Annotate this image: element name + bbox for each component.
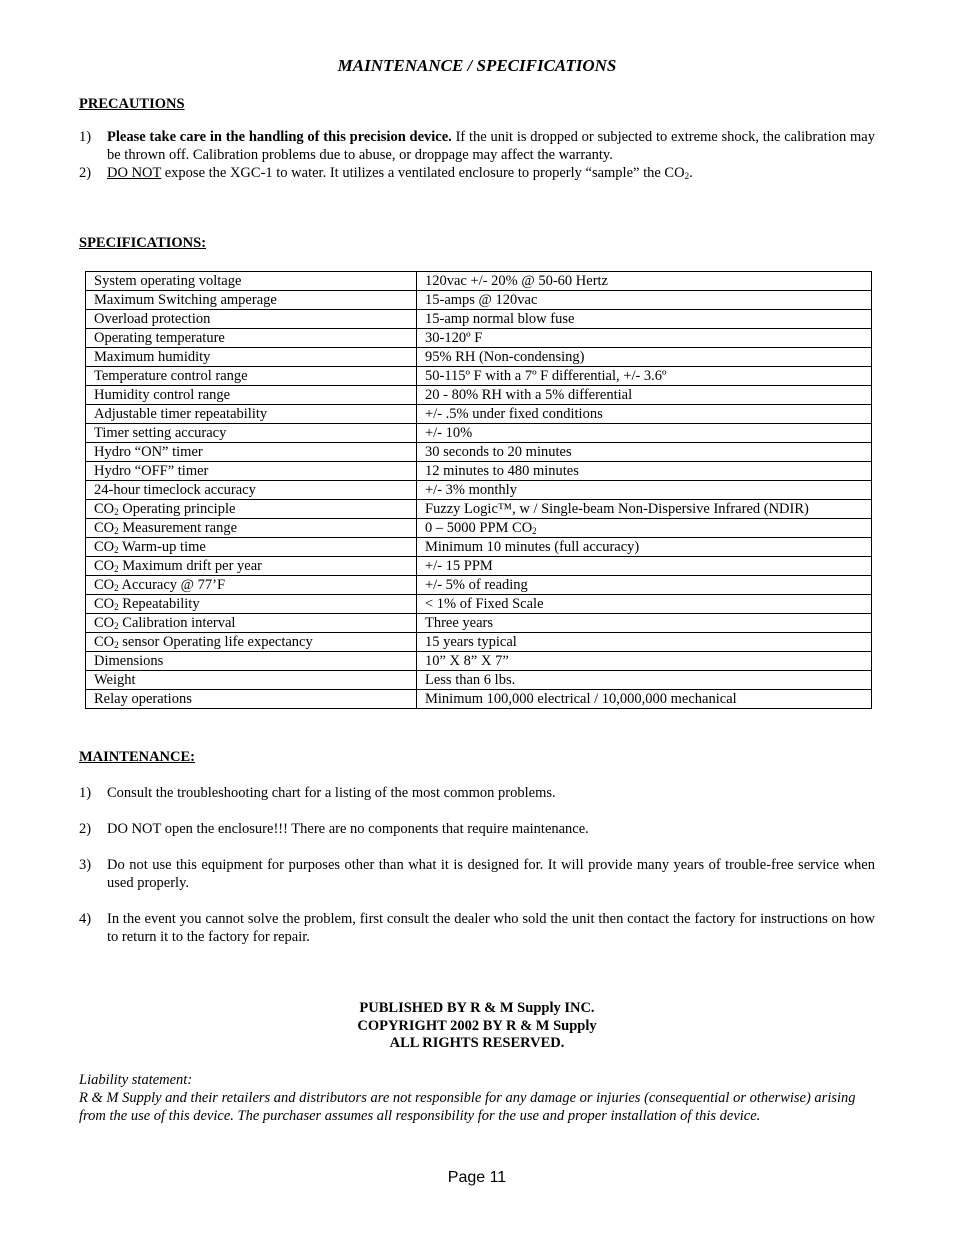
table-row (86, 652, 872, 671)
spec-value: Fuzzy Logic™, w / Single-beam Non-Dispersive Infrared (NDIR) (425, 501, 809, 517)
table-row (86, 500, 872, 519)
spec-value-cell (417, 500, 872, 519)
precautions-heading: PRECAUTIONS (79, 96, 185, 112)
table-row (86, 348, 872, 367)
spec-label: Dimensions (94, 653, 164, 669)
spec-label: Timer setting accuracy (94, 425, 227, 441)
spec-label: Adjustable timer repeatability (94, 406, 268, 422)
table-row (86, 690, 872, 709)
spec-label-cell (86, 310, 417, 329)
maintenance-heading: MAINTENANCE: (79, 749, 195, 765)
maintenance-text: Consult the troubleshooting chart for a listing of the most common problems. (107, 785, 556, 801)
table-row (86, 614, 872, 633)
spec-label-cell (86, 367, 417, 386)
table-row (86, 538, 872, 557)
page-number: Page 11 (447, 1169, 507, 1186)
spec-value: 10” X 8” X 7” (425, 653, 509, 669)
table-row (86, 291, 872, 310)
spec-value-cell (417, 595, 872, 614)
spec-label-cell (86, 633, 417, 652)
table-row (86, 671, 872, 690)
spec-label-cell (86, 538, 417, 557)
spec-label-rest: Maximum drift per year (118, 558, 262, 574)
spec-value-cell (417, 614, 872, 633)
spec-label-rest: Operating principle (118, 501, 236, 517)
spec-label: Hydro “ON” timer (94, 444, 203, 460)
spec-value: 15-amps @ 120vac (425, 292, 538, 308)
specifications-table (85, 271, 872, 709)
spec-label-cell (86, 576, 417, 595)
page-title: MAINTENANCE / SPECIFICATIONS (337, 56, 617, 75)
spec-value-cell (417, 576, 872, 595)
table-row (86, 272, 872, 291)
subscript: 2 (532, 526, 537, 536)
subscript: 2 (114, 507, 119, 517)
spec-label-rest: Calibration interval (118, 615, 236, 631)
spec-label: Temperature control range (94, 368, 248, 384)
subscript: 2 (114, 621, 119, 631)
maintenance-item (79, 910, 875, 946)
precaution-text: expose the XGC-1 to water. It utilizes a ventilated enclosure to properly “sample” the CO (161, 165, 685, 181)
spec-label: CO (94, 634, 115, 650)
subscript: 2 (684, 171, 690, 181)
subscript: 2 (114, 526, 119, 536)
spec-value: 120vac +/- 20% @ 50-60 Hertz (425, 273, 608, 289)
spec-value: Less than 6 lbs. (425, 672, 516, 688)
spec-label-rest: Accuracy @ 77’F (118, 577, 226, 593)
spec-value-cell (417, 633, 872, 652)
spec-value: 15 years typical (425, 634, 517, 650)
spec-label: CO (94, 501, 115, 517)
spec-label-rest: Warm-up time (118, 539, 206, 555)
spec-value-cell (417, 690, 872, 709)
spec-value: Minimum 100,000 electrical / 10,000,000 mechanical (425, 691, 737, 707)
maintenance-text: Do not use this equipment for purposes other than what it is designed for. It will provide many years of trouble-free service when used properly. (107, 857, 875, 891)
spec-label-cell (86, 614, 417, 633)
spec-value: 0 – 5000 PPM CO (425, 520, 533, 536)
publisher-line: PUBLISHED BY R & M Supply INC. (359, 1000, 595, 1016)
spec-label-rest: Repeatability (118, 596, 200, 612)
spec-label: CO (94, 615, 115, 631)
precaution-emphasis: Please take care in the handling of this precision device. (107, 129, 452, 145)
spec-value-cell (417, 652, 872, 671)
spec-label-cell (86, 481, 417, 500)
precautions-list (79, 128, 875, 182)
specifications-heading: SPECIFICATIONS: (79, 235, 207, 251)
spec-label: Maximum humidity (94, 349, 211, 365)
spec-value-cell (417, 348, 872, 367)
spec-label-cell (86, 690, 417, 709)
spec-label: Maximum Switching amperage (94, 292, 277, 308)
table-row (86, 557, 872, 576)
list-number: 3) (79, 857, 92, 873)
spec-label: Relay operations (94, 691, 192, 707)
publisher-block (0, 1000, 954, 1053)
table-row (86, 595, 872, 614)
spec-value: 12 minutes to 480 minutes (425, 463, 579, 479)
table-row (86, 310, 872, 329)
spec-value: 20 - 80% RH with a 5% differential (425, 387, 633, 403)
spec-label-cell (86, 329, 417, 348)
list-number: 4) (79, 911, 92, 927)
spec-label: CO (94, 539, 115, 555)
maintenance-item (79, 784, 875, 802)
spec-label-cell (86, 443, 417, 462)
subscript: 2 (114, 602, 119, 612)
table-row (86, 329, 872, 348)
spec-label-rest: sensor Operating life expectancy (118, 634, 313, 650)
spec-value: < 1% of Fixed Scale (425, 596, 544, 612)
spec-label-cell (86, 652, 417, 671)
table-row (86, 424, 872, 443)
liability-statement (79, 1071, 875, 1125)
spec-label: System operating voltage (94, 273, 242, 289)
precaution-item (79, 128, 875, 164)
spec-value-cell (417, 291, 872, 310)
spec-value-cell (417, 519, 872, 538)
spec-value-cell (417, 538, 872, 557)
spec-value-cell (417, 557, 872, 576)
spec-label: CO (94, 520, 115, 536)
spec-value: 30 seconds to 20 minutes (425, 444, 572, 460)
spec-value: +/- 3% monthly (425, 482, 517, 498)
table-row (86, 462, 872, 481)
spec-label: Weight (94, 672, 136, 688)
spec-label: Operating temperature (94, 330, 225, 346)
maintenance-text: DO NOT open the enclosure!!! There are no components that require maintenance. (107, 821, 589, 837)
maintenance-text: In the event you cannot solve the problem, first consult the dealer who sold the unit then contact the factory for instructions on how to return it to the factory for repair. (107, 911, 875, 945)
spec-label-cell (86, 291, 417, 310)
spec-value: 15-amp normal blow fuse (425, 311, 575, 327)
precaution-tail: . (689, 165, 693, 181)
spec-value: 50-115º F with a 7º F differential, +/- 3.6º (425, 368, 667, 384)
spec-value-cell (417, 481, 872, 500)
spec-value: +/- 10% (425, 425, 473, 441)
spec-value: 30-120º F (425, 330, 483, 346)
liability-label: Liability statement: (79, 1072, 193, 1088)
spec-value-cell (417, 443, 872, 462)
table-row (86, 386, 872, 405)
spec-value: 95% RH (Non-condensing) (425, 349, 585, 365)
spec-value: Minimum 10 minutes (full accuracy) (425, 539, 640, 555)
spec-value-cell (417, 462, 872, 481)
list-number: 2) (79, 165, 92, 181)
subscript: 2 (114, 583, 119, 593)
spec-value-cell (417, 367, 872, 386)
spec-value-cell (417, 329, 872, 348)
subscript: 2 (114, 564, 119, 574)
subscript: 2 (114, 545, 119, 555)
spec-label-cell (86, 272, 417, 291)
spec-label-cell (86, 595, 417, 614)
spec-label: Humidity control range (94, 387, 231, 403)
spec-label-cell (86, 500, 417, 519)
rights-line: ALL RIGHTS RESERVED. (389, 1035, 565, 1051)
spec-value-cell (417, 272, 872, 291)
spec-value-cell (417, 424, 872, 443)
spec-value-cell (417, 671, 872, 690)
list-number: 1) (79, 129, 92, 145)
table-row (86, 367, 872, 386)
copyright-line: COPYRIGHT 2002 BY R & M Supply (357, 1017, 597, 1034)
spec-label: Overload protection (94, 311, 211, 327)
table-row (86, 443, 872, 462)
spec-label-cell (86, 386, 417, 405)
table-row (86, 576, 872, 595)
precaution-text: If the unit is dropped or subjected to extreme shock, the calibration may be thrown off. Calibration problems due to abuse, or droppage may affect the warranty. (107, 129, 875, 163)
subscript: 2 (114, 640, 119, 650)
maintenance-list (79, 784, 875, 946)
spec-label-cell (86, 557, 417, 576)
spec-label: Hydro “OFF” timer (94, 463, 209, 479)
spec-label: CO (94, 596, 115, 612)
spec-value-cell (417, 386, 872, 405)
table-row (86, 481, 872, 500)
spec-label-cell (86, 519, 417, 538)
spec-label: CO (94, 577, 115, 593)
spec-label-cell (86, 671, 417, 690)
precaution-item (79, 164, 875, 182)
maintenance-item (79, 856, 875, 892)
spec-value-cell (417, 310, 872, 329)
liability-text: R & M Supply and their retailers and distributors are not responsible for any damage or injuries (consequential or otherwise) arising from the use of this device. The purchaser assumes all responsibility for the use and proper installation of this device. (79, 1090, 856, 1124)
table-row (86, 519, 872, 538)
list-number: 1) (79, 785, 92, 801)
spec-label-cell (86, 348, 417, 367)
maintenance-item (79, 820, 875, 838)
spec-value: Three years (425, 615, 494, 631)
spec-value-cell (417, 405, 872, 424)
table-row (86, 633, 872, 652)
spec-label: CO (94, 558, 115, 574)
spec-label-rest: Measurement range (118, 520, 238, 536)
spec-label-cell (86, 424, 417, 443)
list-number: 2) (79, 821, 92, 837)
spec-label-cell (86, 462, 417, 481)
spec-value: +/- 15 PPM (425, 558, 493, 574)
spec-value: +/- .5% under fixed conditions (425, 406, 603, 422)
spec-label: 24-hour timeclock accuracy (94, 482, 256, 498)
spec-label-cell (86, 405, 417, 424)
table-row (86, 405, 872, 424)
precaution-underline: DO NOT (107, 165, 162, 181)
spec-value: +/- 5% of reading (425, 577, 528, 593)
